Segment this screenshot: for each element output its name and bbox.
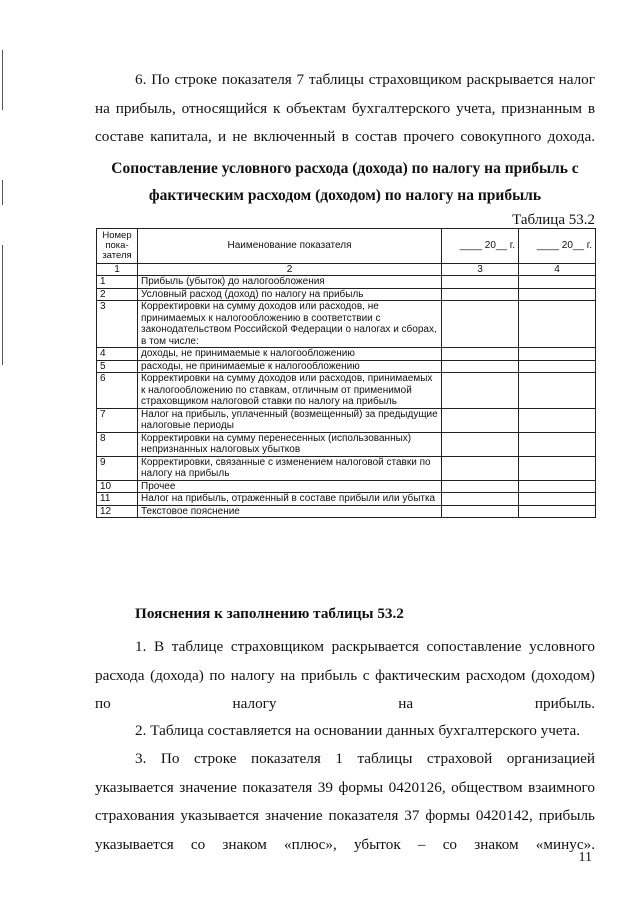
explanations-title: Пояснения к заполнению таблицы 53.2 xyxy=(135,605,404,622)
column-index-row xyxy=(97,264,596,276)
value-cell-period-1 xyxy=(442,408,519,432)
value-cell-period-1 xyxy=(442,373,519,409)
table-row xyxy=(97,456,596,480)
table-row xyxy=(97,360,596,373)
value-cell-period-1 xyxy=(442,505,519,518)
row-number: 10 xyxy=(97,480,138,493)
row-number: 11 xyxy=(97,493,138,506)
value-cell-period-1 xyxy=(442,432,519,456)
header-name: Наименование показателя xyxy=(138,229,442,264)
row-label: Корректировки на сумму доходов или расходов, принимаемых к налогообложению по ставкам, отличным от применимой страховщиком налоговой ставки по налогу на прибыль xyxy=(138,373,442,409)
table-row xyxy=(97,348,596,361)
table-row xyxy=(97,288,596,301)
row-number: 2 xyxy=(97,288,138,301)
table-header-row xyxy=(97,229,596,264)
row-label: Налог на прибыль, отраженный в составе прибыли или убытка xyxy=(138,493,442,506)
row-number: 4 xyxy=(97,348,138,361)
value-cell-period-1 xyxy=(442,480,519,493)
value-cell-period-1 xyxy=(442,288,519,301)
table-row xyxy=(97,493,596,506)
header-period-2: ____ 20__ г. xyxy=(519,229,596,264)
value-cell-period-1 xyxy=(442,276,519,289)
value-cell-period-2 xyxy=(519,480,596,493)
value-cell-period-2 xyxy=(519,505,596,518)
row-number: 5 xyxy=(97,360,138,373)
explanation-3: 3. По строке показателя 1 таблицы страховой организацией указывается значение показателя 39 формы 0420126, обществом взаимного страхования указывается значение показателя 37 формы 0420142, прибыль указывается со знаком «плюс», убыток – со знаком «минус». xyxy=(95,750,595,853)
table-caption: Таблица 53.2 xyxy=(512,212,595,228)
page-number: 11 xyxy=(578,850,592,865)
value-cell-period-2 xyxy=(519,408,596,432)
table-row xyxy=(97,505,596,518)
header-number: Номер пока- зателя xyxy=(97,229,138,264)
row-label: Текстовое пояснение xyxy=(138,505,442,518)
row-number: 3 xyxy=(97,301,138,348)
row-label: Условный расход (доход) по налогу на прибыль xyxy=(138,288,442,301)
scan-edge-mark xyxy=(2,245,3,365)
table-row xyxy=(97,432,596,456)
row-label: Корректировки, связанные с изменением налоговой ставки по налогу на прибыль xyxy=(138,456,442,480)
value-cell-period-2 xyxy=(519,493,596,506)
row-number: 8 xyxy=(97,432,138,456)
column-index: 2 xyxy=(138,264,442,276)
value-cell-period-1 xyxy=(442,348,519,361)
section-title-line1: Сопоставление условного расхода (дохода) по налогу на прибыль с xyxy=(111,160,579,177)
value-cell-period-2 xyxy=(519,301,596,348)
row-number: 6 xyxy=(97,373,138,409)
value-cell-period-2 xyxy=(519,276,596,289)
row-label: расходы, не принимаемые к налогообложению xyxy=(138,360,442,373)
data-table xyxy=(96,228,596,518)
explanation-2: 2. Таблица составляется на основании данных бухгалтерского учета. xyxy=(135,722,581,739)
value-cell-period-2 xyxy=(519,288,596,301)
row-label: Корректировки на сумму доходов или расходов, не принимаемых к налогообложению в соответствии с законодательством Российской Федерации о налогах и сборах, в том числе: xyxy=(138,301,442,348)
row-label: Прочее xyxy=(138,480,442,493)
row-label: Корректировки на сумму перенесенных (использованных) непризнанных налоговых убытков xyxy=(138,432,442,456)
header-period-1: ____ 20__ г. xyxy=(442,229,519,264)
table-row xyxy=(97,301,596,348)
column-index: 1 xyxy=(97,264,138,276)
value-cell-period-1 xyxy=(442,493,519,506)
value-cell-period-1 xyxy=(442,360,519,373)
table-row xyxy=(97,276,596,289)
value-cell-period-1 xyxy=(442,301,519,348)
scan-edge-mark xyxy=(2,180,3,205)
row-number: 1 xyxy=(97,276,138,289)
value-cell-period-2 xyxy=(519,373,596,409)
row-label: доходы, не принимаемые к налогообложению xyxy=(138,348,442,361)
scan-edge-mark xyxy=(2,50,3,110)
row-label: Прибыль (убыток) до налогообложения xyxy=(138,276,442,289)
value-cell-period-1 xyxy=(442,456,519,480)
table-row xyxy=(97,480,596,493)
explanation-1: 1. В таблице страховщиком раскрывается сопоставление условного расхода (дохода) по налогу на прибыль с фактическим расходом (доходом) по налогу на прибыль. xyxy=(95,638,595,712)
column-index: 3 xyxy=(442,264,519,276)
section-title-line2: фактическим расходом (доходом) по налогу на прибыль xyxy=(148,187,542,204)
table-row xyxy=(97,408,596,432)
row-number: 12 xyxy=(97,505,138,518)
row-label: Налог на прибыль, уплаченный (возмещенный) за предыдущие налоговые периоды xyxy=(138,408,442,432)
value-cell-period-2 xyxy=(519,360,596,373)
table-row xyxy=(97,373,596,409)
value-cell-period-2 xyxy=(519,432,596,456)
value-cell-period-2 xyxy=(519,348,596,361)
row-number: 9 xyxy=(97,456,138,480)
value-cell-period-2 xyxy=(519,456,596,480)
paragraph-top: 6. По строке показателя 7 таблицы страховщиком раскрывается налог на прибыль, относящийся к объектам бухгалтерского учета, признанным в составе капитала, и не включенный в состав прочего совокупного дохода. xyxy=(95,71,595,145)
row-number: 7 xyxy=(97,408,138,432)
column-index: 4 xyxy=(519,264,596,276)
